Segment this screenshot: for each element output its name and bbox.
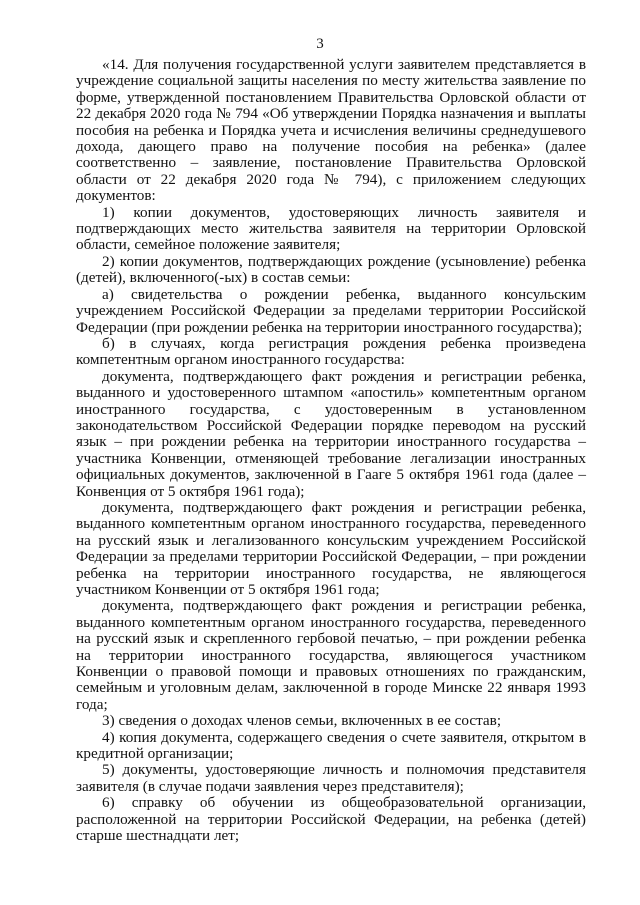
- paragraph-legalized-document: документа, подтверждающего факт рождения и регистрации ребенка, выданного компетентным органом иностранного государства, переведенного на русский язык и легализованного консульским учреждением Российской Федерации за пределами территории Российской Федерации, – при рождении ребенка на территории иностранного государства, не являющегося участником Конвенции от 5 октября 1961 года;: [76, 498, 586, 598]
- paragraph-item-1: 1) копии документов, удостоверяющих личность заявителя и подтверждающих место жительства заявителя на территории Орловской области, семейное положение заявителя;: [76, 203, 586, 254]
- page-number: 3: [316, 36, 324, 52]
- paragraph-14-intro: «14. Для получения государственной услуги заявителем представляется в учреждение социальной защиты населения по месту жительства заявление по форме, утвержденной постановлением Правительства Орловской области от 22 декабря 2020 года № 794 «Об утверждении Порядка назначения и выплаты пособия на ребенка и Порядка учета и исчисления величины среднедушевого дохода, дающего право на получение пособия на ребенка» (далее соответственно – заявление, постановление Правительства Орловской области от 22 декабря 2020 года № 794), с приложением следующих документов:: [76, 56, 586, 205]
- paragraph-item-5: 5) документы, удостоверяющие личность и полномочия представителя заявителя (в случае подачи заявления через представителя);: [76, 761, 586, 795]
- paragraph-item-2: 2) копии документов, подтверждающих рождение (усыновление) ребенка (детей), включенного(-ых) в состав семьи:: [76, 252, 586, 287]
- document-body: [76, 57, 586, 845]
- paragraph-item-6: 6) справку об обучении из общеобразовательной организации, расположенной на территории Российской Федерации, на ребенка (детей) старше шестнадцати лет;: [76, 794, 586, 845]
- paragraph-item-4: 4) копия документа, содержащего сведения о счете заявителя, открытом в кредитной организации;: [76, 728, 586, 763]
- paragraph-item-3: 3) сведения о доходах членов семьи, включенных в ее состав;: [102, 712, 502, 730]
- paragraph-item-2a: а) свидетельства о рождении ребенка, выданного консульским учреждением Российской Федерации за пределами территории Российской Федерации (при рождении ребенка на территории иностранного государства);: [76, 285, 586, 336]
- paragraph-minsk-convention-document: документа, подтверждающего факт рождения и регистрации ребенка, выданного компетентным органом иностранного государства, переведенного на русский язык и скрепленного гербовой печатью, – при рождении ребенка на территории иностранного государства, являющегося участником Конвенции о правовой помощи и правовых отношениях по гражданским, семейным и уголовным делам, заключенной в городе Минске 22 января 1993 года;: [76, 597, 586, 713]
- paragraph-apostille-document: документа, подтверждающего факт рождения и регистрации ребенка, выданного и удостоверенного штампом «апостиль» компетентным органом иностранного государства, с удостоверенным в установленном законодательством Российской Федерации порядке переводом на русский язык – при рождении ребенка на территории иностранного государства – участника Конвенции, отменяющей требование легализации иностранных официальных документов, заключенной в Гааге 5 октября 1961 года (далее – Конвенция от 5 октября 1961 года);: [76, 367, 586, 500]
- paragraph-item-2b: б) в случаях, когда регистрация рождения ребенка произведена компетентным органом иностранного государства:: [76, 334, 586, 369]
